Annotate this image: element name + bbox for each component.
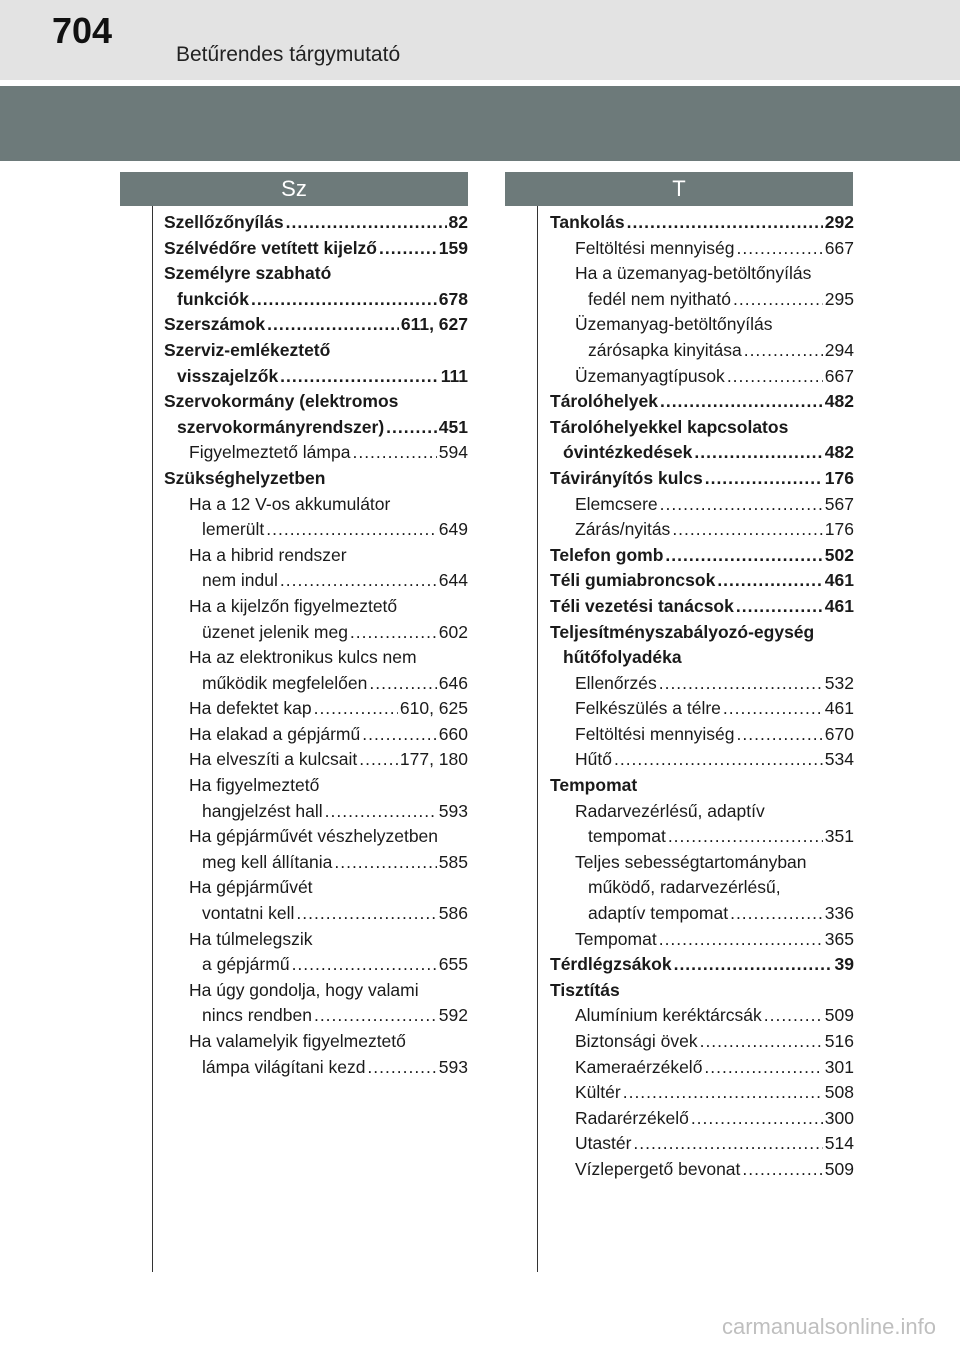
entry-page-ref: 159 [438,237,468,258]
index-entry [550,620,854,646]
dot-leader [286,210,447,236]
index-entry [164,312,468,338]
index-entry [550,799,854,825]
dot-leader [367,1055,436,1081]
entry-text: Ellenőrzés [575,672,657,693]
entry-page-ref: 177, 180 [399,749,468,770]
dot-leader [362,722,437,748]
entry-page-ref: 176 [824,467,854,488]
index-entry [164,492,468,518]
index-entry [550,1106,854,1132]
entry-page-ref: 295 [824,288,854,309]
index-entry [550,236,854,262]
entry-page-ref: 509 [824,1005,854,1026]
entry-page-ref: 502 [824,544,854,565]
index-entry [164,850,468,876]
index-entry [164,722,468,748]
index-entry [550,364,854,390]
entry-text: Téli vezetési tanácsok [550,595,734,616]
index-entry [164,568,468,594]
dot-leader [379,236,437,262]
entry-text: Tempomat [550,775,638,796]
entry-page-ref: 514 [824,1133,854,1154]
entry-text: Felkészülés a télre [575,698,721,719]
entry-text: Tárolóhelyek [550,391,658,412]
entry-text: Ha defektet kap [189,698,312,719]
entry-text: Személyre szabható [164,263,332,284]
entry-page-ref: 301 [824,1056,854,1077]
entry-text: Távirányítós kulcs [550,467,703,488]
index-column-right [550,210,854,1183]
index-entry [550,568,854,594]
entry-text: Szervokormány (elektromos [164,391,399,412]
dot-leader [737,236,823,262]
index-entry [164,645,468,671]
entry-page-ref: 670 [824,723,854,744]
entry-text: Ha a hibrid rendszer [189,544,347,565]
entry-text: a gépjármű [202,954,290,975]
entry-text: Ha a 12 V-os akkumulátor [189,493,391,514]
entry-text: Feltöltési mennyiség [575,237,735,258]
dot-leader [717,568,822,594]
dot-leader [614,747,823,773]
entry-page-ref: 292 [824,212,854,232]
entry-page-ref: 567 [824,493,854,514]
dot-leader [251,287,437,313]
section-banner [0,86,960,161]
index-entry [550,927,854,953]
entry-text: Teljes sebességtartományban [575,851,807,872]
entry-text: Radarérzékelő [575,1107,689,1128]
entry-page-ref: 451 [438,416,468,437]
running-title: Betűrendes tárgymutató [176,43,401,66]
dot-leader [266,517,437,543]
entry-text: nem indul [202,570,278,591]
entry-page-ref: 82 [448,212,468,232]
dot-leader [704,1055,822,1081]
entry-text: Ha elveszíti a kulcsait [189,749,358,770]
entry-text: Téli gumiabroncsok [550,570,716,591]
dot-leader [359,747,398,773]
entry-page-ref: 667 [824,237,854,258]
index-entry [164,261,468,287]
entry-text: Telefon gomb [550,544,664,565]
index-entry [164,415,468,441]
entry-page-ref: 516 [824,1031,854,1051]
dot-leader [369,671,436,697]
index-entry [550,773,854,799]
index-entry [164,671,468,697]
entry-page-ref: 667 [824,365,854,386]
entry-page-ref: 534 [824,749,854,770]
index-entry [164,364,468,390]
entry-text: Ha a kijelzőn figyelmeztető [189,595,398,616]
index-entry [164,1055,468,1081]
entry-page-ref: 482 [824,442,854,463]
entry-page-ref: 593 [438,1056,468,1077]
dot-leader [737,722,823,748]
index-entry [550,722,854,748]
index-entry [164,824,468,850]
entry-page-ref: 336 [824,903,854,924]
entry-page-ref: 646 [438,672,468,693]
entry-page-ref: 644 [438,570,468,591]
index-entry [164,210,468,236]
dot-leader [691,1106,823,1132]
index-entry [164,978,468,1004]
entry-text: zárósapka kinyitása [588,339,742,360]
index-entry [550,1029,854,1055]
entry-page-ref: 461 [824,595,854,616]
entry-page-ref: 660 [438,723,468,744]
index-entry [550,671,854,697]
index-entry [550,1055,854,1081]
index-entry [550,210,854,236]
entry-page-ref: 351 [824,826,854,847]
entry-page-ref: 300 [824,1107,854,1128]
entry-text: Utastér [575,1133,632,1154]
entry-page-ref: 176 [824,519,854,540]
entry-text: tempomat [588,826,666,847]
entry-text: üzenet jelenik meg [202,621,348,642]
index-entry [550,952,854,978]
header-strip [0,0,960,80]
dot-leader [350,620,437,646]
index-column-left [164,210,468,1080]
dot-leader [280,364,439,390]
entry-text: Ha valamelyik figyelmeztető [189,1031,406,1051]
entry-text: Szerszámok [164,314,266,335]
index-entry [164,799,468,825]
entry-page-ref: 655 [438,954,468,975]
index-entry [550,1157,854,1183]
entry-page-ref: 461 [824,570,854,591]
dot-leader [660,492,823,518]
entry-page-ref: 532 [824,672,854,693]
entry-page-ref: 602 [438,621,468,642]
dot-leader [334,850,436,876]
entry-text: hűtőfolyadéka [563,647,682,668]
index-entry [550,287,854,313]
entry-text: Ha túlmelegszik [189,928,313,949]
entry-page-ref: 509 [824,1158,854,1179]
dot-leader [352,440,436,466]
index-entry [164,517,468,543]
dot-leader [674,952,833,978]
entry-text: működik megfelelően [202,672,368,693]
dot-leader [659,927,823,953]
entry-text: Szükséghelyzetben [164,467,326,488]
entry-text: óvintézkedések [563,442,693,463]
index-entry [164,466,468,492]
entry-text: Tisztítás [550,979,620,1000]
entry-page-ref: 611, 627 [400,314,468,335]
dot-leader [280,568,437,594]
entry-text: Ha figyelmeztető [189,775,320,796]
index-entry [550,747,854,773]
index-entry [550,1003,854,1029]
dot-leader [267,312,399,338]
dot-leader [314,696,398,722]
index-entry [164,543,468,569]
index-entry [550,466,854,492]
entry-text: Ha gépjárművét [189,877,313,898]
index-entry [550,978,854,1004]
dot-leader [744,338,823,364]
entry-text: Üzemanyag-betöltőnyílás [575,314,773,335]
index-entry [550,389,854,415]
dot-leader [736,594,823,620]
entry-text: Tankolás [550,212,625,232]
entry-page-ref: 39 [834,954,854,975]
index-entry [550,645,854,671]
index-entry [164,875,468,901]
entry-text: Vízlepergető bevonat [575,1158,741,1179]
entry-text: Térdlégzsákok [550,954,672,975]
entry-text: fedél nem nyitható [588,288,732,309]
entry-page-ref: 111 [440,365,468,386]
entry-page-ref: 365 [824,928,854,949]
index-entry [550,850,854,876]
dot-leader [742,1157,822,1183]
entry-text: visszajelzők [177,365,279,386]
entry-page-ref: 586 [438,903,468,924]
entry-page-ref: 585 [438,851,468,872]
page-number: 704 [52,10,113,51]
entry-text: hangjelzést hall [202,800,323,821]
entry-page-ref: 294 [824,339,854,360]
index-entry [550,415,854,441]
dot-leader [660,389,823,415]
entry-text: Feltöltési mennyiség [575,723,735,744]
entry-text: meg kell állítania [202,851,333,872]
index-entry [164,389,468,415]
dot-leader [665,543,822,569]
index-entry [550,875,854,901]
dot-leader [668,824,823,850]
entry-page-ref: 482 [824,391,854,412]
index-entry [550,440,854,466]
entry-text: működő, radarvezérlésű, [588,877,781,898]
dot-leader [764,1003,823,1029]
entry-page-ref: 593 [438,800,468,821]
dot-leader [633,1131,822,1157]
index-entry [164,440,468,466]
entry-text: vontatni kell [202,903,295,924]
dot-leader [727,364,823,390]
entry-text: lemerült [202,519,265,540]
entry-page-ref: 610, 625 [399,698,468,719]
dot-leader [325,799,437,825]
entry-text: Alumínium keréktárcsák [575,1005,762,1026]
entry-text: lámpa világítani kezd [202,1056,366,1077]
watermark: carmanualsonline.info [721,1314,936,1339]
entry-text: Hűtő [575,749,612,770]
entry-text: Zárás/nyitás [575,519,671,540]
dot-leader [705,466,823,492]
dot-leader [314,1003,437,1029]
index-entry [550,824,854,850]
index-entry [164,287,468,313]
entry-text: Radarvezérlésű, adaptív [575,800,765,821]
dot-leader [730,901,823,927]
index-entry [164,952,468,978]
entry-text: Szellőzőnyílás [164,212,284,232]
entry-text: Elemcsere [575,493,658,514]
index-entry [550,261,854,287]
column-header-t: T [505,172,853,206]
entry-page-ref: 592 [438,1005,468,1026]
entry-text: Ha elakad a gépjármű [189,723,361,744]
entry-page-ref: 594 [438,442,468,463]
entry-text: Kameraérzékelő [575,1056,703,1077]
index-entry [550,517,854,543]
entry-text: funkciók [177,288,249,309]
index-entry [550,312,854,338]
index-entry [550,901,854,927]
column-header-sz: Sz [120,172,468,206]
index-entry [164,1003,468,1029]
entry-text: Ha az elektronikus kulcs nem [189,647,417,668]
index-entry [164,773,468,799]
index-entry [164,594,468,620]
entry-text: Üzemanyagtípusok [575,365,725,386]
entry-text: Teljesítményszabályozó-egység [550,621,815,642]
entry-text: Ha a üzemanyag-betöltőnyílás [575,263,812,284]
entry-page-ref: 678 [438,288,468,309]
index-entry [164,901,468,927]
dot-leader [733,287,823,313]
dot-leader [386,415,437,441]
entry-text: Biztonsági övek [575,1031,698,1051]
entry-text: Ha úgy gondolja, hogy valami [189,979,419,1000]
dot-leader [296,901,436,927]
entry-text: nincs rendben [202,1005,312,1026]
index-entry [164,236,468,262]
entry-text: Ha gépjárművét vészhelyzetben [189,826,439,847]
index-entry [550,594,854,620]
index-entry [164,696,468,722]
dot-leader [292,952,437,978]
column-divider-right [537,206,538,1272]
entry-text: Tempomat [575,928,657,949]
entry-page-ref: 508 [824,1082,854,1103]
entry-text: Szerviz-emlékeztető [164,339,331,360]
index-entry [550,543,854,569]
entry-text: szervokormányrendszer) [177,416,385,437]
dot-leader [723,696,823,722]
dot-leader [623,1080,823,1106]
entry-text: Kültér [575,1082,621,1103]
index-entry [550,492,854,518]
index-entry [550,1131,854,1157]
dot-leader [672,517,822,543]
entry-page-ref: 649 [438,519,468,540]
index-entry [164,338,468,364]
index-entry [164,620,468,646]
index-entry [164,747,468,773]
dot-leader [627,210,823,236]
index-entry [550,338,854,364]
column-divider-left [152,206,153,1272]
index-entry [164,927,468,953]
dot-leader [659,671,823,697]
dot-leader [694,440,822,466]
entry-page-ref: 461 [824,698,854,719]
entry-text: Tárolóhelyekkel kapcsolatos [550,416,789,437]
index-entry [550,1080,854,1106]
entry-text: Szélvédőre vetített kijelző [164,237,377,258]
dot-leader [700,1029,823,1055]
entry-text: Figyelmeztető lámpa [189,442,351,463]
entry-text: adaptív tempomat [588,903,729,924]
index-entry [550,696,854,722]
index-entry [164,1029,468,1055]
